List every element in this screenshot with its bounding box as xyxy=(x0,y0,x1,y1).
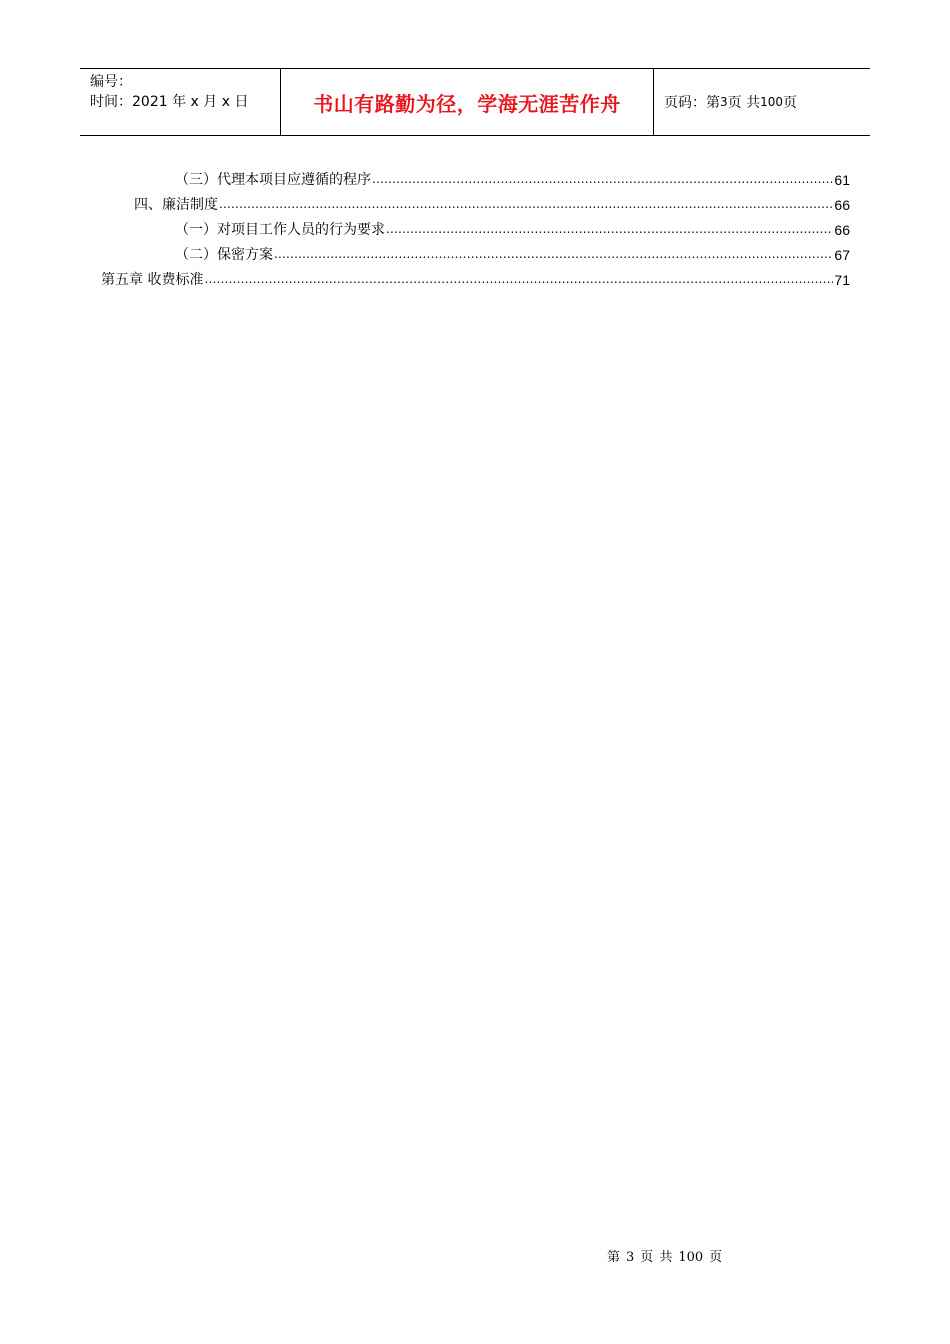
toc-entry-label: （二）保密方案 xyxy=(175,247,273,263)
toc-leader-dots xyxy=(219,194,833,214)
page-footer xyxy=(607,1246,728,1265)
time-value: 2021 年 x 月 x 日 xyxy=(132,94,249,110)
toc-entry-page: 71 xyxy=(834,272,850,288)
toc-entry-label: （三）代理本项目应遵循的程序 xyxy=(175,172,371,188)
header-page-info xyxy=(654,69,870,135)
page-mid: 页 共 xyxy=(727,95,761,111)
document-number-label: 编号： xyxy=(90,74,132,90)
page-total: 100 xyxy=(760,95,783,109)
toc-entry[interactable] xyxy=(175,218,850,240)
toc-entry-page: 67 xyxy=(834,247,850,263)
footer-total-pages: 100 xyxy=(678,1250,704,1265)
toc-leader-dots xyxy=(386,219,833,239)
footer-current-page: 3 xyxy=(626,1250,635,1265)
footer-total-word: 共 xyxy=(659,1250,673,1265)
toc-entry[interactable] xyxy=(101,268,850,290)
footer-page-word: 页 xyxy=(640,1250,654,1265)
footer-suffix: 页 xyxy=(709,1250,723,1265)
page-header xyxy=(80,68,870,136)
footer-prefix: 第 xyxy=(607,1250,621,1265)
time-label: 时间： xyxy=(90,94,132,110)
page-current: 3 xyxy=(720,95,728,109)
page-suffix: 页 xyxy=(783,95,797,111)
toc-leader-dots xyxy=(372,169,833,189)
toc-entry-page: 66 xyxy=(834,197,850,213)
toc-entry[interactable] xyxy=(134,193,850,215)
toc-entry-page: 66 xyxy=(834,222,850,238)
header-motto: 书山有路勤为径，学海无涯苦作舟 xyxy=(281,69,654,135)
toc-leader-dots xyxy=(274,244,833,264)
toc-entry-page: 61 xyxy=(834,172,850,188)
toc-entry-label: （一）对项目工作人员的行为要求 xyxy=(175,222,385,238)
page-label: 页码：第 xyxy=(664,95,720,111)
toc-entry-label: 第五章 收费标准 xyxy=(101,272,204,288)
toc-entry[interactable] xyxy=(175,168,850,190)
toc-entry-label: 四、廉洁制度 xyxy=(134,197,218,213)
toc-leader-dots xyxy=(204,269,833,289)
toc-entry[interactable] xyxy=(175,243,850,265)
document-time xyxy=(90,92,280,112)
header-meta xyxy=(80,69,281,135)
